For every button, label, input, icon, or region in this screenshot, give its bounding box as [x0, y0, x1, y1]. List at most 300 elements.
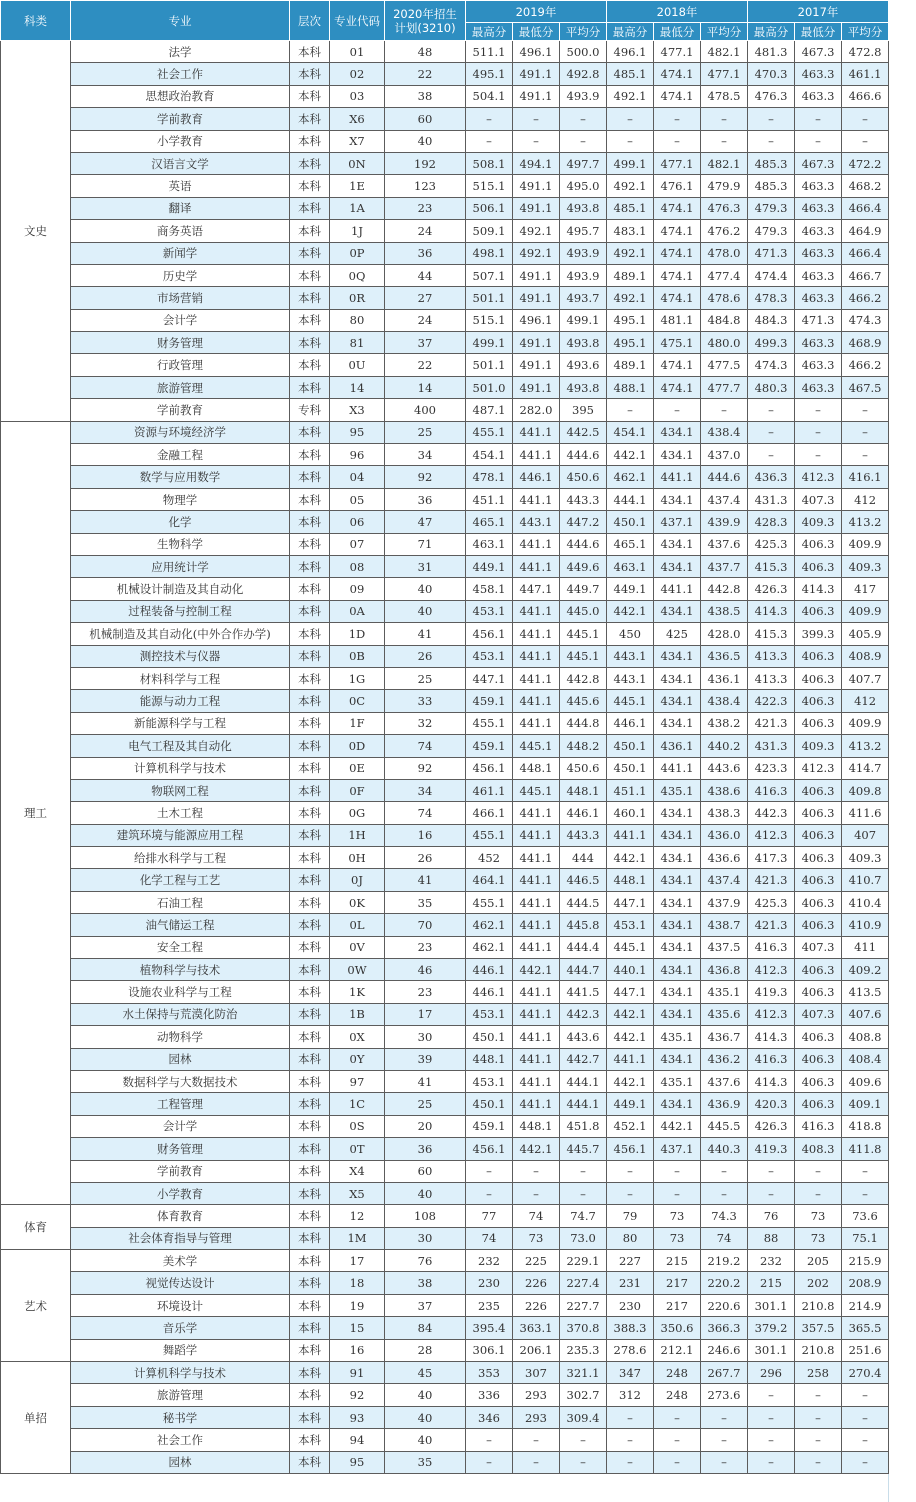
2019-avg-cell: 445.0	[560, 600, 607, 622]
2017-max-cell: 421.3	[748, 869, 795, 891]
2019-min-cell: 443.1	[513, 511, 560, 533]
2017-min-cell: –	[795, 1406, 842, 1428]
table-row	[1, 287, 889, 309]
plan-cell: 33	[385, 690, 466, 712]
table-row	[1, 130, 889, 152]
2017-min-cell: 406.3	[795, 600, 842, 622]
2017-avg-cell: 411.8	[842, 1138, 889, 1160]
2017-max-cell: –	[748, 399, 795, 421]
2018-avg-cell: 220.6	[701, 1294, 748, 1316]
major-cell: 法学	[71, 41, 290, 63]
2017-max-cell: 417.3	[748, 847, 795, 869]
2017-avg-cell: 405.9	[842, 623, 889, 645]
2017-avg-cell: 461.1	[842, 63, 889, 85]
2018-max-cell: 456.1	[607, 1138, 654, 1160]
2017-min-cell: 463.3	[795, 264, 842, 286]
2017-avg-cell: –	[842, 1451, 889, 1473]
2017-min-cell: 406.3	[795, 645, 842, 667]
level-cell: 本科	[290, 847, 330, 869]
2018-min-cell: 435.1	[654, 1026, 701, 1048]
2017-avg-cell: 413.2	[842, 511, 889, 533]
level-cell: 本科	[290, 1294, 330, 1316]
2018-max-cell: 442.1	[607, 1070, 654, 1092]
2017-min-cell: 406.3	[795, 802, 842, 824]
2017-min-cell: 406.3	[795, 914, 842, 936]
plan-cell: 41	[385, 623, 466, 645]
plan-cell: 24	[385, 309, 466, 331]
2019-min-cell: 441.1	[513, 600, 560, 622]
2018-avg-cell: 267.7	[701, 1362, 748, 1384]
2019-min-cell: 441.1	[513, 1070, 560, 1092]
2018-min-cell: 435.1	[654, 1070, 701, 1092]
2018-max-cell: 485.1	[607, 197, 654, 219]
2019-max-cell: –	[466, 1429, 513, 1451]
2017-min-cell: 406.3	[795, 1070, 842, 1092]
code-cell: 94	[330, 1429, 385, 1451]
2018-avg-cell: 484.8	[701, 309, 748, 331]
2018-min-cell: 212.1	[654, 1339, 701, 1361]
plan-cell: 37	[385, 332, 466, 354]
header-year-2017: 2017年	[748, 1, 889, 23]
table-row	[1, 511, 889, 533]
2018-max-cell: –	[607, 1160, 654, 1182]
2018-max-cell: 443.1	[607, 667, 654, 689]
table-row	[1, 444, 889, 466]
2019-avg-cell: 446.1	[560, 802, 607, 824]
2018-avg-cell: –	[701, 1451, 748, 1473]
2017-min-cell: 463.3	[795, 354, 842, 376]
header-code: 专业代码	[330, 1, 385, 41]
2018-max-cell: 450.1	[607, 511, 654, 533]
code-cell: 97	[330, 1070, 385, 1092]
code-cell: 0R	[330, 287, 385, 309]
2017-avg-cell: 365.5	[842, 1317, 889, 1339]
level-cell: 本科	[290, 1339, 330, 1361]
plan-cell: 36	[385, 1138, 466, 1160]
plan-cell: 38	[385, 1272, 466, 1294]
2019-min-cell: 496.1	[513, 41, 560, 63]
2017-avg-cell: 416.1	[842, 466, 889, 488]
plan-cell: 92	[385, 466, 466, 488]
2017-avg-cell: 409.1	[842, 1093, 889, 1115]
plan-cell: 60	[385, 1160, 466, 1182]
major-cell: 生物科学	[71, 533, 290, 555]
2018-avg-cell: 438.5	[701, 600, 748, 622]
plan-cell: 92	[385, 757, 466, 779]
2018-avg-cell: 437.6	[701, 1070, 748, 1092]
2018-avg-cell: 436.7	[701, 1026, 748, 1048]
plan-cell: 26	[385, 847, 466, 869]
2017-avg-cell: –	[842, 130, 889, 152]
2017-min-cell: 73	[795, 1205, 842, 1227]
major-cell: 测控技术与仪器	[71, 645, 290, 667]
2018-avg-cell: 477.1	[701, 63, 748, 85]
2019-avg-cell: 499.1	[560, 309, 607, 331]
plan-cell: 40	[385, 1384, 466, 1406]
2018-max-cell: 445.1	[607, 936, 654, 958]
2017-max-cell: 232	[748, 1250, 795, 1272]
2018-max-cell: 446.1	[607, 712, 654, 734]
2018-max-cell: 231	[607, 1272, 654, 1294]
2018-avg-cell: –	[701, 1160, 748, 1182]
2019-avg-cell: 73.0	[560, 1227, 607, 1249]
plan-cell: 34	[385, 444, 466, 466]
2019-max-cell: 451.1	[466, 488, 513, 510]
2018-min-cell: 474.1	[654, 287, 701, 309]
2017-min-cell: 406.3	[795, 533, 842, 555]
2018-min-cell: 441.1	[654, 578, 701, 600]
table-row	[1, 63, 889, 85]
2018-min-cell: –	[654, 1429, 701, 1451]
table-row	[1, 421, 889, 443]
2018-avg-cell: 478.6	[701, 287, 748, 309]
2018-min-cell: 434.1	[654, 555, 701, 577]
level-cell: 本科	[290, 1003, 330, 1025]
2019-avg-cell: 441.5	[560, 981, 607, 1003]
major-cell: 视觉传达设计	[71, 1272, 290, 1294]
code-cell: 0G	[330, 802, 385, 824]
table-row	[1, 623, 889, 645]
2017-min-cell: 407.3	[795, 936, 842, 958]
header-plan-line1: 2020年招生	[393, 6, 457, 21]
2018-avg-cell: 478.5	[701, 85, 748, 107]
table-row	[1, 332, 889, 354]
plan-cell: 74	[385, 802, 466, 824]
2017-min-cell: 399.3	[795, 623, 842, 645]
2018-max-cell: –	[607, 1406, 654, 1428]
code-cell: 0H	[330, 847, 385, 869]
2019-max-cell: 459.1	[466, 690, 513, 712]
2017-avg-cell: 208.9	[842, 1272, 889, 1294]
2019-max-cell: 478.1	[466, 466, 513, 488]
2018-min-cell: 442.1	[654, 1115, 701, 1137]
2017-avg-cell: 409.6	[842, 1070, 889, 1092]
table-row	[1, 981, 889, 1003]
2018-max-cell: 489.1	[607, 354, 654, 376]
2018-min-cell: 434.1	[654, 869, 701, 891]
code-cell: 17	[330, 1250, 385, 1272]
2018-avg-cell: 435.1	[701, 981, 748, 1003]
level-cell: 本科	[290, 511, 330, 533]
major-cell: 行政管理	[71, 354, 290, 376]
2018-max-cell: 440.1	[607, 959, 654, 981]
plan-cell: 60	[385, 108, 466, 130]
2019-min-cell: 491.1	[513, 376, 560, 398]
2017-avg-cell: 75.1	[842, 1227, 889, 1249]
2019-avg-cell: 445.8	[560, 914, 607, 936]
header-category: 科类	[1, 1, 71, 41]
major-cell: 秘书学	[71, 1406, 290, 1428]
2019-avg-cell: –	[560, 130, 607, 152]
2019-max-cell: 456.1	[466, 1138, 513, 1160]
2019-max-cell: 459.1	[466, 1115, 513, 1137]
2017-min-cell: 406.3	[795, 1093, 842, 1115]
2018-avg-cell: 438.3	[701, 802, 748, 824]
2019-min-cell: 293	[513, 1406, 560, 1428]
2018-min-cell: 474.1	[654, 376, 701, 398]
2019-avg-cell: 442.3	[560, 1003, 607, 1025]
2018-min-cell: 350.6	[654, 1317, 701, 1339]
2019-min-cell: 74	[513, 1205, 560, 1227]
2019-avg-cell: 235.3	[560, 1339, 607, 1361]
2018-avg-cell: 476.2	[701, 220, 748, 242]
2017-avg-cell: 466.4	[842, 197, 889, 219]
2018-avg-cell: –	[701, 399, 748, 421]
2019-avg-cell: 445.7	[560, 1138, 607, 1160]
level-cell: 本科	[290, 891, 330, 913]
2018-max-cell: –	[607, 108, 654, 130]
plan-cell: 40	[385, 1429, 466, 1451]
level-cell: 本科	[290, 1115, 330, 1137]
table-row	[1, 108, 889, 130]
2018-min-cell: –	[654, 399, 701, 421]
table-row	[1, 1384, 889, 1406]
2017-avg-cell: 410.9	[842, 914, 889, 936]
plan-cell: 32	[385, 712, 466, 734]
2018-max-cell: –	[607, 1429, 654, 1451]
code-cell: 96	[330, 444, 385, 466]
code-cell: 0N	[330, 152, 385, 174]
major-cell: 美术学	[71, 1250, 290, 1272]
2018-avg-cell: 443.6	[701, 757, 748, 779]
2018-max-cell: –	[607, 130, 654, 152]
2019-min-cell: 494.1	[513, 152, 560, 174]
code-cell: 09	[330, 578, 385, 600]
2018-min-cell: 248	[654, 1384, 701, 1406]
2017-max-cell: 428.3	[748, 511, 795, 533]
2017-max-cell: 426.3	[748, 578, 795, 600]
table-row	[1, 824, 889, 846]
major-cell: 新能源科学与工程	[71, 712, 290, 734]
2017-avg-cell: 214.9	[842, 1294, 889, 1316]
2018-min-cell: 441.1	[654, 757, 701, 779]
2019-avg-cell: 443.3	[560, 824, 607, 846]
code-cell: 1E	[330, 175, 385, 197]
level-cell: 专科	[290, 399, 330, 421]
code-cell: 1G	[330, 667, 385, 689]
2018-max-cell: 227	[607, 1250, 654, 1272]
2017-avg-cell: 412	[842, 488, 889, 510]
2018-avg-cell: 438.4	[701, 421, 748, 443]
plan-cell: 30	[385, 1026, 466, 1048]
2018-max-cell: 347	[607, 1362, 654, 1384]
table-row	[1, 1406, 889, 1428]
table-row	[1, 735, 889, 757]
code-cell: 95	[330, 421, 385, 443]
table-row	[1, 600, 889, 622]
2019-min-cell: –	[513, 1429, 560, 1451]
2018-avg-cell: 442.8	[701, 578, 748, 600]
2018-max-cell: 441.1	[607, 824, 654, 846]
2017-max-cell: 425.3	[748, 533, 795, 555]
2017-max-cell: 301.1	[748, 1294, 795, 1316]
2019-min-cell: 491.1	[513, 85, 560, 107]
2019-min-cell: 491.1	[513, 197, 560, 219]
2018-max-cell: 450.1	[607, 735, 654, 757]
2019-avg-cell: –	[560, 1182, 607, 1204]
2019-avg-cell: 444.8	[560, 712, 607, 734]
2017-min-cell: 406.3	[795, 1048, 842, 1070]
level-cell: 本科	[290, 41, 330, 63]
2018-max-cell: 449.1	[607, 578, 654, 600]
2018-min-cell: 441.1	[654, 466, 701, 488]
2017-avg-cell: 411	[842, 936, 889, 958]
2018-max-cell: 450	[607, 623, 654, 645]
major-cell: 舞蹈学	[71, 1339, 290, 1361]
2019-min-cell: 491.1	[513, 175, 560, 197]
plan-cell: 71	[385, 533, 466, 555]
2017-avg-cell: 466.2	[842, 354, 889, 376]
2018-min-cell: 435.1	[654, 779, 701, 801]
table-row	[1, 645, 889, 667]
2017-max-cell: 415.3	[748, 623, 795, 645]
2018-max-cell: 79	[607, 1205, 654, 1227]
code-cell: 1J	[330, 220, 385, 242]
2019-avg-cell: 442.7	[560, 1048, 607, 1070]
table-row	[1, 1160, 889, 1182]
level-cell: 本科	[290, 779, 330, 801]
2018-max-cell: 80	[607, 1227, 654, 1249]
2018-max-cell: 495.1	[607, 309, 654, 331]
table-row	[1, 1451, 889, 1473]
code-cell: 0K	[330, 891, 385, 913]
major-cell: 思想政治教育	[71, 85, 290, 107]
plan-cell: 22	[385, 354, 466, 376]
2018-avg-cell: 437.9	[701, 891, 748, 913]
2019-min-cell: –	[513, 1160, 560, 1182]
2018-avg-cell: –	[701, 130, 748, 152]
table-row	[1, 891, 889, 913]
table-row	[1, 1250, 889, 1272]
2019-max-cell: 456.1	[466, 623, 513, 645]
plan-cell: 76	[385, 1250, 466, 1272]
level-cell: 本科	[290, 600, 330, 622]
2018-avg-cell: 428.0	[701, 623, 748, 645]
level-cell: 本科	[290, 1429, 330, 1451]
table-row	[1, 802, 889, 824]
2018-max-cell: –	[607, 399, 654, 421]
code-cell: 1H	[330, 824, 385, 846]
category-cell: 艺术	[1, 1250, 71, 1362]
2018-avg-cell: –	[701, 1429, 748, 1451]
2019-avg-cell: 495.0	[560, 175, 607, 197]
2017-min-cell: 406.3	[795, 981, 842, 1003]
level-cell: 本科	[290, 1451, 330, 1473]
2019-min-cell: 73	[513, 1227, 560, 1249]
table-row	[1, 220, 889, 242]
2018-max-cell: 448.1	[607, 869, 654, 891]
code-cell: X4	[330, 1160, 385, 1182]
plan-cell: 30	[385, 1227, 466, 1249]
2018-max-cell: 454.1	[607, 421, 654, 443]
category-cell: 理工	[1, 421, 71, 1205]
2019-min-cell: 441.1	[513, 847, 560, 869]
2018-max-cell: 499.1	[607, 152, 654, 174]
plan-cell: 36	[385, 488, 466, 510]
2019-avg-cell: 449.6	[560, 555, 607, 577]
2018-avg-cell: 479.9	[701, 175, 748, 197]
2019-max-cell: 462.1	[466, 914, 513, 936]
2017-avg-cell: 215.9	[842, 1250, 889, 1272]
2018-min-cell: 217	[654, 1272, 701, 1294]
major-cell: 财务管理	[71, 332, 290, 354]
major-cell: 植物科学与技术	[71, 959, 290, 981]
2019-max-cell: 455.1	[466, 891, 513, 913]
2018-min-cell: 434.1	[654, 421, 701, 443]
2017-min-cell: 406.3	[795, 1026, 842, 1048]
2017-avg-cell: 466.7	[842, 264, 889, 286]
table-row	[1, 1115, 889, 1137]
2017-avg-cell: 464.9	[842, 220, 889, 242]
2017-avg-cell: 408.8	[842, 1026, 889, 1048]
2017-avg-cell: –	[842, 399, 889, 421]
code-cell: 08	[330, 555, 385, 577]
2019-avg-cell: 442.8	[560, 667, 607, 689]
2019-max-cell: 507.1	[466, 264, 513, 286]
2017-max-cell: 442.3	[748, 802, 795, 824]
table-row	[1, 869, 889, 891]
2017-max-cell: 476.3	[748, 85, 795, 107]
2018-min-cell: 474.1	[654, 264, 701, 286]
level-cell: 本科	[290, 1093, 330, 1115]
table-row	[1, 959, 889, 981]
header-major: 专业	[71, 1, 290, 41]
2018-min-cell: 248	[654, 1362, 701, 1384]
2019-max-cell: –	[466, 130, 513, 152]
2018-max-cell: 442.1	[607, 847, 654, 869]
2019-avg-cell: 493.7	[560, 287, 607, 309]
2017-max-cell: 499.3	[748, 332, 795, 354]
code-cell: 12	[330, 1205, 385, 1227]
table-row	[1, 1003, 889, 1025]
2018-max-cell: 453.1	[607, 914, 654, 936]
major-cell: 油气储运工程	[71, 914, 290, 936]
2017-min-cell: 463.3	[795, 332, 842, 354]
2019-min-cell: 441.1	[513, 891, 560, 913]
2017-max-cell: 470.3	[748, 63, 795, 85]
major-cell: 能源与动力工程	[71, 690, 290, 712]
code-cell: 0E	[330, 757, 385, 779]
2018-min-cell: –	[654, 130, 701, 152]
plan-cell: 84	[385, 1317, 466, 1339]
level-cell: 本科	[290, 488, 330, 510]
2019-avg-cell: 448.1	[560, 779, 607, 801]
2018-min-cell: 474.1	[654, 85, 701, 107]
code-cell: 0S	[330, 1115, 385, 1137]
2017-avg-cell: 414.7	[842, 757, 889, 779]
2018-max-cell: 452.1	[607, 1115, 654, 1137]
2017-max-cell: 420.3	[748, 1093, 795, 1115]
2019-min-cell: 441.1	[513, 1093, 560, 1115]
2019-max-cell: 453.1	[466, 1003, 513, 1025]
2017-min-cell: –	[795, 1429, 842, 1451]
2018-min-cell: 434.1	[654, 488, 701, 510]
2019-avg-cell: 227.4	[560, 1272, 607, 1294]
2017-max-cell: 88	[748, 1227, 795, 1249]
code-cell: 0A	[330, 600, 385, 622]
2019-min-cell: 441.1	[513, 444, 560, 466]
2017-min-cell: –	[795, 1451, 842, 1473]
2017-avg-cell: 407.6	[842, 1003, 889, 1025]
plan-cell: 108	[385, 1205, 466, 1227]
2017-min-cell: 407.3	[795, 1003, 842, 1025]
2017-min-cell: 463.3	[795, 85, 842, 107]
2017-avg-cell: 409.9	[842, 600, 889, 622]
2019-min-cell: –	[513, 1182, 560, 1204]
2019-min-cell: 441.1	[513, 936, 560, 958]
2017-min-cell: 406.3	[795, 555, 842, 577]
table-row	[1, 1093, 889, 1115]
